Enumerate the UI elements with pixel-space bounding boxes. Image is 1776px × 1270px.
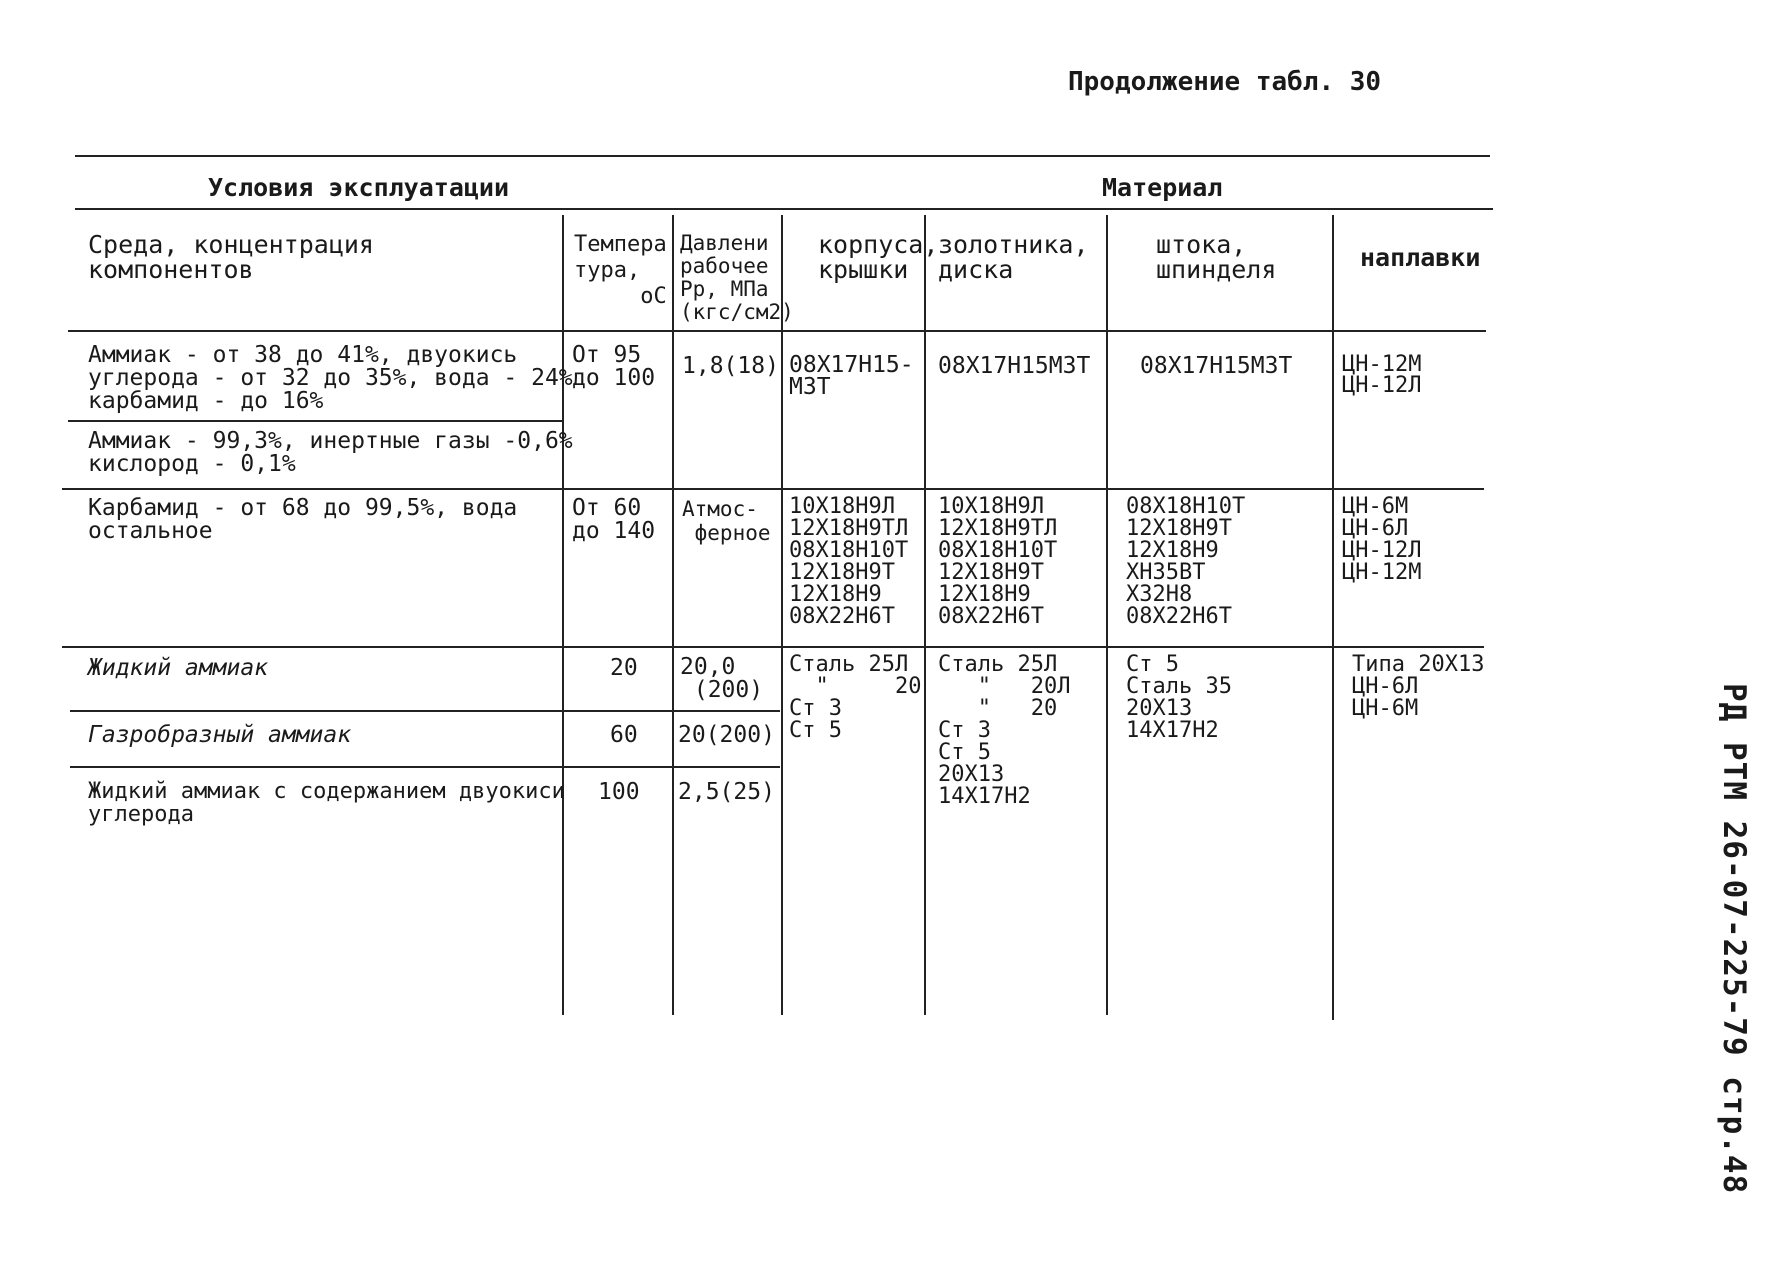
row1-overlay-material: ЦН-12М ЦН-12Л [1342, 352, 1422, 398]
row1-temperature: От 95 до 100 [572, 342, 656, 391]
col-rule-6 [1332, 215, 1334, 1020]
row6-medium: Жидкий аммиак с содержанием двуокиси углерода [88, 779, 565, 827]
ammonia-spool-material: Сталь 25Л " 20Л " 20 Ст 3 Ст 5 20Х13 14Х17Н2 [938, 652, 1071, 809]
row6-pressure: 2,5(25) [678, 779, 775, 805]
row3-temperature: От 60 до 140 [572, 495, 656, 544]
row5-medium: Газробразный аммиак [88, 722, 352, 748]
row6-temperature: 100 [598, 779, 640, 805]
row3-medium: Карбамид - от 68 до 99,5%, вода остальное [88, 495, 518, 544]
row2-medium: Аммиак - 99,3%, инертные газы -0,6% кислород - 0,1% [88, 428, 573, 477]
row4-temperature: 20 [610, 655, 638, 681]
header-bottom-rule [68, 330, 1486, 332]
ammonia-body-material: Сталь 25Л " 20 Ст 3 Ст 5 [789, 652, 922, 743]
row5-pressure: 20(200) [678, 722, 775, 748]
header-group-rule [75, 208, 1493, 210]
header-spool-disk: золотника, диска [938, 230, 1089, 284]
row5-temperature: 60 [610, 722, 638, 748]
row4-pressure: 20,0 (200) [680, 654, 764, 703]
row1-pressure: 1,8(18) [682, 353, 779, 379]
header-medium: Среда, концентрация компонентов [88, 230, 374, 284]
col-rule-4 [924, 215, 926, 1015]
row3-spool-material: 10Х18Н9Л 12Х18Н9ТЛ 08Х18Н10Т 12Х18Н9Т 12Х18Н9 08Х22Н6Т [938, 494, 1058, 629]
col-rule-5 [1106, 215, 1108, 1015]
ammonia-stem-material: Ст 5 Сталь 35 20Х13 14Х17Н2 [1126, 652, 1232, 743]
row1-body-material: 08Х17Н15- М3Т [789, 352, 914, 400]
document-code-side-label: РД РТМ 26-07-225-79 стр.48 [1716, 683, 1752, 1195]
row1-spool-material: 08Х17Н15М3Т [938, 353, 1091, 379]
row3-pressure: Атмос- ферное [682, 497, 771, 545]
page-title: Продолжение табл. 30 [1068, 67, 1382, 97]
row-divider-1 [68, 420, 563, 422]
row4-medium: Жидкий аммиак [88, 655, 269, 681]
col-rule-3 [781, 215, 783, 1015]
row-divider-2 [62, 488, 1484, 490]
row-divider-3 [62, 646, 1484, 648]
row3-overlay-material: ЦН-6М ЦН-6Л ЦН-12Л ЦН-12М [1342, 494, 1422, 585]
header-temperature: Темпера тура, оС [574, 232, 667, 309]
row1-stem-material: 08Х17Н15М3Т [1140, 353, 1293, 379]
ammonia-overlay-material: Типа 20Х13 ЦН-6Л ЦН-6М [1352, 652, 1485, 721]
header-stem-spindle: штока, шпинделя [1156, 230, 1277, 284]
header-body-cover: корпуса, крышки [818, 230, 939, 284]
header-conditions: Условия эксплуатации [208, 173, 510, 202]
col-rule-2 [672, 215, 674, 1015]
row3-body-material: 10Х18Н9Л 12Х18Н9ТЛ 08Х18Н10Т 12Х18Н9Т 12Х18Н9 08Х22Н6Т [789, 494, 909, 629]
header-pressure: Давлени рабочее Рр, МПа (кгс/см2) [680, 231, 794, 324]
table-top-rule [75, 155, 1490, 157]
header-overlay: наплавки [1360, 243, 1481, 272]
header-material: Материал [1102, 173, 1223, 202]
row1-medium: Аммиак - от 38 до 41%, двуокись углерода - от 32 до 35%, вода - 24% карбамид - до 16% [88, 342, 573, 414]
col-rule-1 [562, 215, 564, 1015]
row3-stem-material: 08Х18Н10Т 12Х18Н9Т 12Х18Н9 ХН35ВТ Х32Н8 08Х22Н6Т [1126, 494, 1246, 629]
